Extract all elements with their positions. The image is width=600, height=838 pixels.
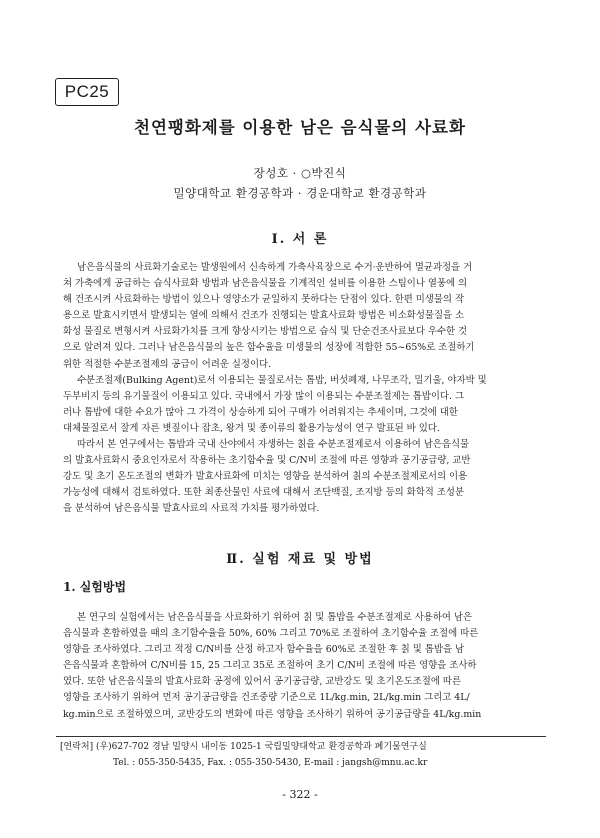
text-line: 가능성에 대해서 검토하였다. 또한 최종산물인 사료에 대해서 조단백질, 조지방 등의 화학적 조성분 (63, 487, 464, 499)
contact-footnote-phone-email: Tel. : 055-350-5435, Fax. : 055-350-5430, E-mail : jangsh@mnu.ac.kr (113, 758, 428, 768)
text-line: kg.min으로 조절하였으며, 교반강도의 변화에 따른 영향을 조사하기 위하여 공기공급량을 4L/kg.min (63, 708, 482, 720)
text-line: 였다. 또한 남은음식물의 발효사료화 공정에 있어서 공기공급량, 교반강도 및 초기온도조절에 따른 (63, 676, 462, 688)
paper-code-badge: PC25 (55, 78, 119, 106)
affiliations: 밀양대학교 환경공학과 · 경운대학교 환경공학과 (173, 186, 427, 200)
text-line: 영향을 조사하기 위하여 먼저 공기공급량을 건조중량 기준으로 1L/kg.min, 2L/kg.min 그리고 4L/ (63, 692, 470, 704)
page-number: - 322 - (282, 788, 318, 801)
text-line: 따라서 본 연구에서는 톱밥과 국내 산야에서 자생하는 칡을 수분조절제로서 이용하여 남은음식물 (77, 439, 470, 450)
text-line: 강도 및 초기 온도조절의 변화가 발효사료화에 미치는 영향을 분석하여 칡의 수분조절제로서의 이용 (63, 471, 468, 483)
text-line: 은음식물과 혼합하여 C/N비를 15, 25 그리고 35로 조절하여 초기 C/N비 조절에 따른 영향을 조사하 (63, 660, 477, 672)
text-line: 을 분석하여 남은음식물 발효사료의 사료적 가치를 평가하였다. (63, 503, 320, 515)
text-line: 해 건조시켜 사료화하는 방법이 있으나 영양소가 균일하지 못하다는 단점이 있다. 한편 미생물의 작 (63, 294, 464, 306)
methods-paragraph (63, 610, 541, 723)
intro-paragraph-1 (63, 260, 541, 373)
text-line: 남은음식물의 사료화기술로는 발생원에서 신속하게 가축사육장으로 수거·운반하여 멸균과정을 거 (77, 262, 473, 273)
section-heading-introduction: Ⅰ. 서 론 (271, 232, 329, 247)
section-heading-methods: Ⅱ. 실험 재료 및 방법 (226, 552, 374, 567)
text-line: 대체물질로서 잘게 자른 볏짚이나 잡초, 왕겨 및 종이류의 활용가능성이 연구 발표된 바 있다. (63, 423, 440, 435)
text-line: 위한 적절한 수분조절제의 공급이 어려운 실정이다. (63, 358, 272, 370)
text-line: 본 연구의 실험에서는 남은음식물을 사료화하기 위하여 칡 및 톱밥을 수분조절제로 사용하여 남은 (77, 612, 473, 623)
text-line: 수분조절제(Bulking Agent)로서 이용되는 물질로서는 톱밥, 버섯폐재, 나무조각, 밀기울, 야자박 및 (77, 375, 487, 386)
footnote-divider (56, 736, 546, 737)
contact-footnote-address: [연락처] (우)627-702 경남 밀양시 내이동 1025-1 국립밀양대학교 환경공학과 폐기물연구실 (60, 742, 427, 752)
authors: 장성호 · ○박진식 (253, 166, 347, 180)
text-line: 쳐 가축에게 공급하는 습식사료화 방법과 남은음식물을 기계적인 설비를 이용한 스팀이나 열풍에 의 (63, 278, 468, 290)
text-line: 두부비지 등의 유기물질이 이용되고 있다. 국내에서 가장 많이 이용되는 수분조절제는 톱밥이다. 그 (63, 391, 464, 403)
text-line: 영향을 조사하였다. 그리고 적정 C/N비를 산정 하고자 함수율을 60%로 조절한 후 칡 및 톱밥을 남 (63, 644, 465, 656)
text-line: 러나 톱밥에 대한 수요가 많아 그 가격이 상승하게 되어 구매가 어려워지는 추세이며, 그것에 대한 (63, 407, 458, 419)
text-line: 화성 물질로 변형시켜 사료화가치를 크게 향상시키는 방법으로 습식 및 단순건조사료보다 우수한 것 (63, 326, 468, 338)
text-line: 음식물과 혼합하였을 때의 초기함수율을 50%, 60% 그리고 70%로 조절하여 초기함수율 조절에 따른 (63, 628, 479, 640)
text-line: 용으로 발효시키면서 발생되는 열에 의해서 건조가 진행되는 발효사료화 방법은 비소화성물질을 소 (63, 310, 465, 322)
intro-paragraph-2 (63, 373, 541, 437)
subsection-heading: 1. 실험방법 (63, 580, 127, 594)
intro-paragraph-3 (63, 437, 541, 517)
text-line: 의 발효사료화시 중요인자로서 작용하는 초기함수율 및 C/N비 조절에 따른 영향과 공기공급량, 교반 (63, 455, 471, 467)
text-line: 으로 알려져 있다. 그러나 남은음식물의 높은 함수율을 미생물의 성장에 적합한 55~65%로 조절하기 (63, 342, 475, 354)
paper-title: 천연팽화제를 이용한 남은 음식물의 사료화 (134, 118, 466, 137)
